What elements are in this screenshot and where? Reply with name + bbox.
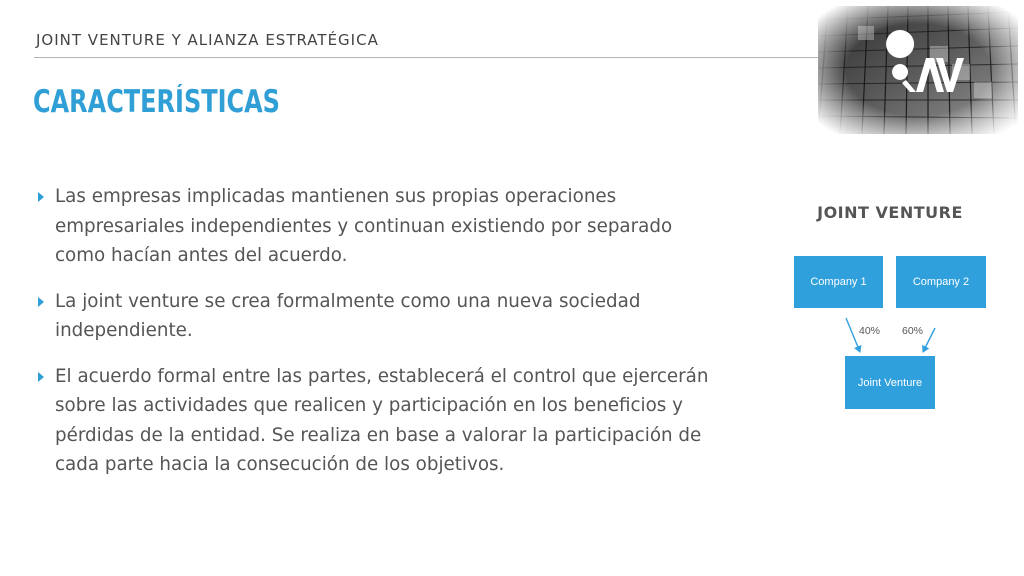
arrow-company1-to-jv [846,318,860,352]
bullet-line: El acuerdo formal entre las partes, establecerá el control que ejercerán [55,365,709,387]
bullet-line: sobre las actividades que realicen y participación en los beneficios y [55,395,683,416]
bullet-arrow-icon [38,192,44,202]
bullet-arrow-icon [38,297,44,307]
company-2-share: 60% [902,325,924,337]
bullet-line: cada parte hacia la consecución de los objetivos. [55,454,505,475]
bullet-line: independiente. [55,320,193,341]
page-title: CARACTERÍSTICAS [33,84,280,120]
section-header: JOINT VENTURE Y ALIANZA ESTRATÉGICA [36,31,379,49]
bullet-item [36,287,766,346]
bullet-line: La joint venture se crea formalmente como una nueva sociedad [55,290,641,312]
company-2-box: Company 2 [896,256,986,308]
bullet-arrow-icon [38,372,44,382]
bullet-item [36,182,766,271]
joint-venture-diagram [780,190,1010,430]
arrow-company2-to-jv [923,328,935,352]
header-divider [34,57,830,58]
bullet-item [36,362,766,480]
bullet-line: empresariales independientes y continuan existiendo por separado [55,215,673,237]
company-1-box: Company 1 [794,256,883,308]
building-photo [818,6,1018,134]
joint-venture-box: Joint Venture [845,356,935,409]
bullet-list [36,182,766,496]
bullet-line: pérdidas de la entidad. Se realiza en base a valorar la participación de [55,424,702,446]
bullet-line: como hacían antes del acuerdo. [55,245,348,266]
company-1-share: 40% [859,325,881,337]
diagram-title: JOINT VENTURE [817,203,963,222]
bullet-line: Las empresas implicadas mantienen sus propias operaciones [55,186,617,207]
